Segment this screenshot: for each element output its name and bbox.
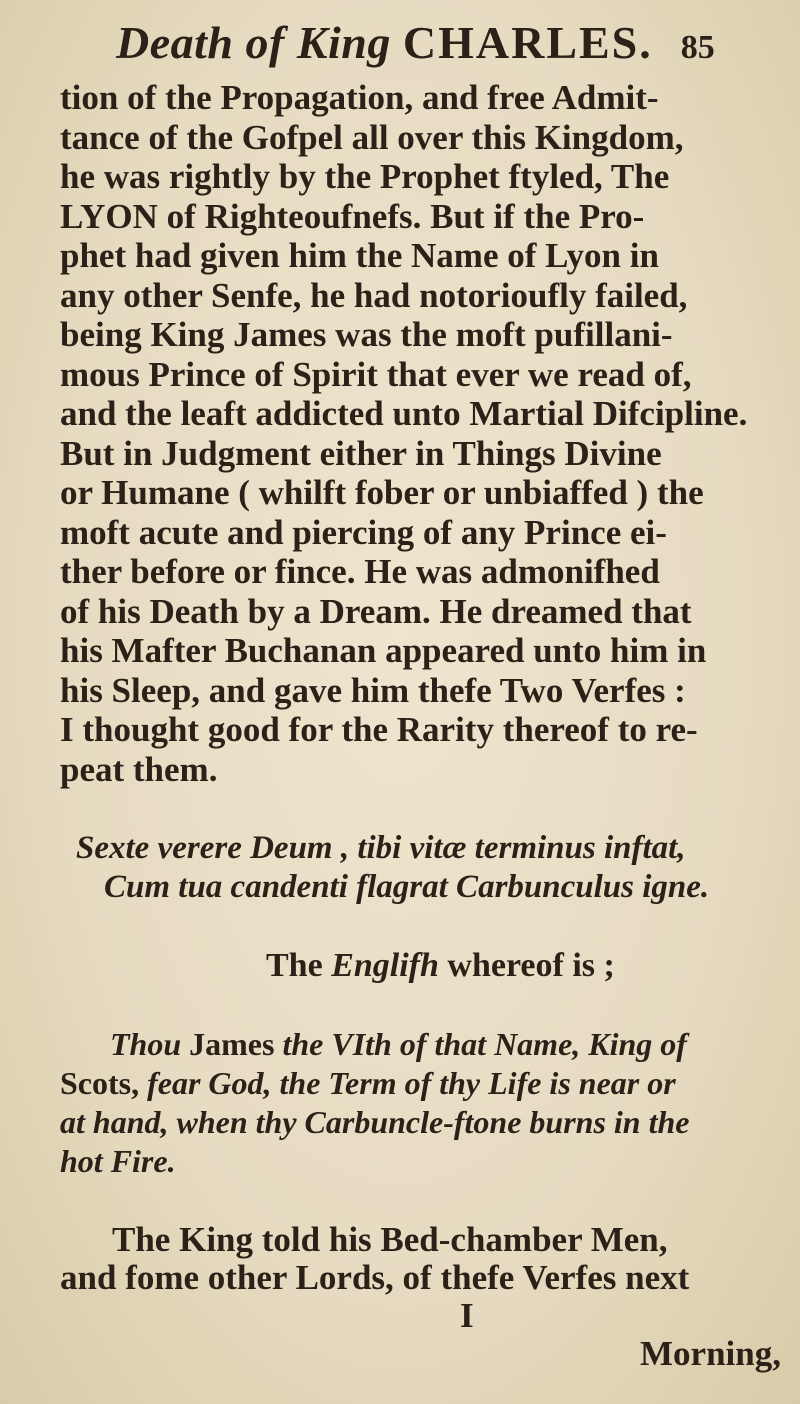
text-line: tion of the Propagation, and free Admit- (60, 78, 659, 117)
main-paragraph (40, 78, 748, 789)
running-title-italic: Death of King (116, 17, 391, 68)
running-header (40, 16, 740, 76)
english-heading (40, 947, 740, 985)
text-line: his Mafter Buchanan appeared unto him in (60, 631, 707, 670)
section-gap (40, 789, 740, 829)
text-line: of his Death by a Dream. He dreamed that (60, 591, 692, 631)
text-line: ther before or fince. He was admonifhed (60, 552, 660, 591)
english-heading-italic: Englifh (331, 947, 439, 984)
running-title (116, 16, 653, 69)
text-line: he was rightly by the Prophet ftyled, The (60, 157, 670, 196)
closing-line-1: The King told his Bed-chamber Men, (112, 1220, 668, 1259)
verse-line-2: Cum tua candenti flagrat Carbunculus igne. (104, 869, 710, 905)
verse-line-1: Sexte verere Deum , tibi vitæ terminus inftat, (76, 830, 686, 866)
english-heading-post: whereof is ; (447, 947, 615, 984)
text-line: phet had given him the Name of Lyon in (60, 236, 659, 275)
text-line: or Humane ( whilft fober or unbiaffed ) the (60, 473, 704, 512)
running-title-caps: CHARLES. (402, 17, 653, 68)
translation-line-2 (60, 1064, 740, 1103)
text-line: tance of the Gofpel all over this Kingdom, (60, 117, 684, 157)
text-line: peat them. (60, 749, 218, 789)
text-line: any other Senfe, he had notorioufly failed, (60, 275, 688, 315)
translation-scots: Scots, (60, 1065, 140, 1101)
text-line: his Sleep, and gave him thefe Two Verfes : (60, 670, 686, 710)
translation-word: Thou (110, 1026, 182, 1062)
translation-rest: the VIth of that Name, King of (282, 1026, 687, 1062)
closing-line-2: and fome other Lords, of thefe Verfes next (60, 1258, 690, 1297)
text-line: being King James was the moft pufillani- (60, 315, 673, 354)
translation-line-1 (60, 1025, 740, 1064)
page-number: 85 (680, 29, 715, 66)
translation-line-4: hot Fire. (60, 1143, 176, 1179)
text-line: I thought good for the Rarity thereof to re- (60, 710, 698, 749)
translation-rest: fear God, the Term of thy Life is near or (147, 1065, 676, 1101)
text-line: But in Judgment either in Things Divine (60, 433, 662, 473)
text-line: moft acute and piercing of any Prince ei- (60, 512, 667, 552)
translation-line-3: at hand, when thy Carbuncle-ftone burns in the (60, 1104, 690, 1140)
english-translation (40, 1025, 740, 1181)
text-line: LYON of Righteoufnefs. But if the Pro- (60, 196, 645, 236)
text-line: mous Prince of Spirit that ever we read of, (60, 354, 692, 394)
catchword: Morning, (640, 1334, 781, 1373)
english-heading-pre: The (266, 947, 323, 984)
latin-verse (40, 829, 740, 907)
translation-name: James (189, 1026, 275, 1062)
text-line: and the leaft addicted unto Martial Difcipline. (60, 394, 748, 433)
closing-paragraph (40, 1220, 781, 1373)
signature-mark: I (460, 1296, 474, 1335)
